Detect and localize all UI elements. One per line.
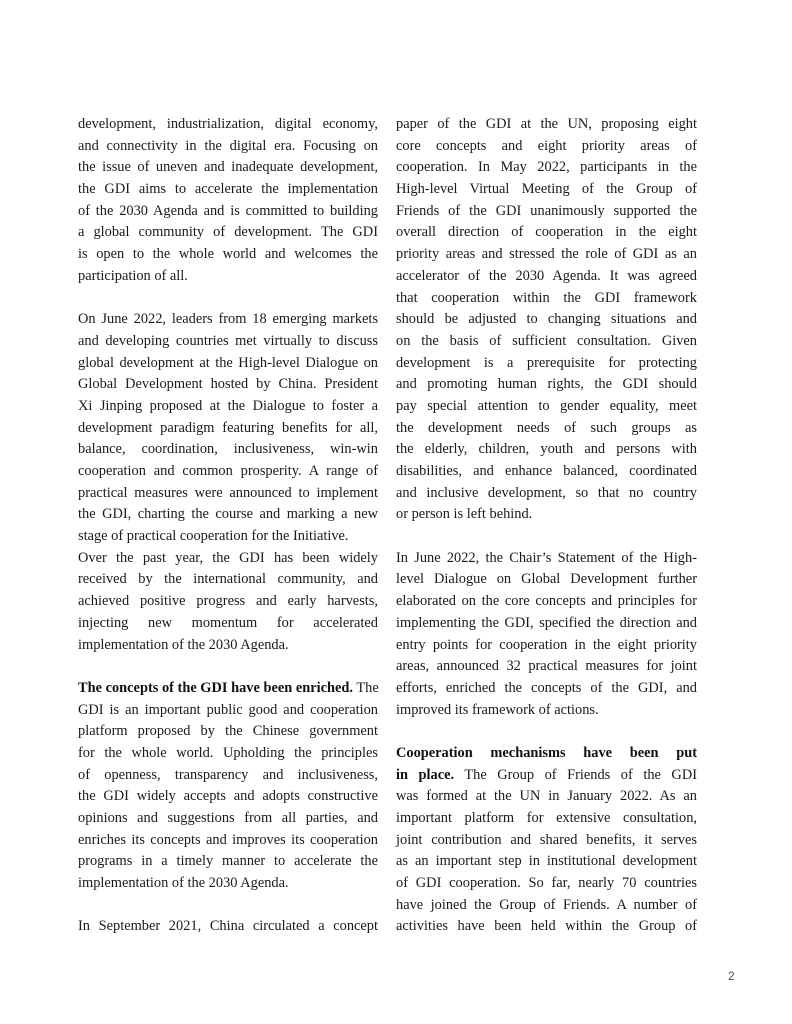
paragraph-gap <box>78 288 378 310</box>
text-line: participation of all. <box>78 267 188 284</box>
text-line: paper of the GDI at the UN, proposing eight <box>396 116 697 132</box>
paragraph-past-year <box>78 548 378 656</box>
text-line: GDI is an important public good and cooperation <box>78 701 378 718</box>
text-line: and developing countries met virtually to discuss <box>78 332 378 349</box>
text-line: core concepts and eight priority areas of <box>396 137 697 154</box>
text-line <box>78 678 378 700</box>
text-fragment: The Group of Friends of the GDI <box>454 766 698 783</box>
text-line: of GDI cooperation. So far, nearly 70 countries <box>396 875 697 892</box>
text-line: was formed at the UN in January 2022. As an <box>396 788 697 805</box>
text-line: development, industrialization, digital economy, <box>78 116 378 132</box>
text-line: stage of practical cooperation for the Initiative. <box>78 528 349 545</box>
text-line: platform proposed by the Chinese government <box>78 723 378 740</box>
text-line: of openness, transparency and inclusiveness, <box>78 766 378 783</box>
text-line: enriches its concepts and improves its cooperation <box>78 831 378 848</box>
section-heading-concepts-enriched: The concepts of the GDI have been enriched. <box>78 679 354 696</box>
text-line: the GDI widely accepts and adopts constructive <box>78 788 378 805</box>
text-line: In September 2021, China circulated a concept <box>78 918 378 935</box>
text-line: of the 2030 Agenda and is committed to building <box>78 202 378 219</box>
text-line: implementation of the 2030 Agenda. <box>78 636 289 653</box>
text-line: balance, coordination, inclusiveness, win-win <box>78 441 378 458</box>
text-line: Over the past year, the GDI has been widely <box>78 549 378 566</box>
text-line: implementing the GDI, specified the direction and <box>396 614 697 631</box>
paragraph-gap <box>78 895 378 917</box>
text-line: injecting new momentum for accelerated <box>78 614 378 631</box>
text-line: global development at the High-level Dialogue on <box>78 354 378 371</box>
text-line: Global Development hosted by China. President <box>78 376 378 393</box>
text-line <box>396 765 697 787</box>
text-line: or person is left behind. <box>396 506 533 523</box>
text-line: on the basis of sufficient consultation. Given <box>396 332 697 349</box>
text-line: disabilities, and enhance balanced, coordinated <box>396 463 697 479</box>
text-line: joint contribution and shared benefits, it serves <box>396 831 697 848</box>
text-line: elaborated on the core concepts and principles for <box>396 593 697 610</box>
section-heading-continuation: in place. <box>396 766 455 783</box>
paragraph-gap <box>396 526 697 548</box>
text-line: the development needs of such groups as <box>396 419 697 436</box>
text-line: development paradigm featuring benefits for all, <box>78 419 378 436</box>
text-line: implementation of the 2030 Agenda. <box>78 875 289 892</box>
text-line: practical measures were announced to implement <box>78 484 378 501</box>
section-heading-cooperation-mechanisms: Cooperation mechanisms have been put <box>396 744 697 761</box>
text-line: programs in a timely manner to accelerate the <box>78 853 378 870</box>
text-line: Xi Jinping proposed at the Dialogue to foster a <box>78 397 378 414</box>
text-line: cooperation. In May 2022, participants in the <box>396 159 697 176</box>
text-line: the issue of uneven and inadequate development, <box>78 159 378 176</box>
left-column <box>78 114 378 938</box>
text-line: Friends of the GDI unanimously supported the <box>396 202 697 219</box>
text-line: level Dialogue on Global Development further <box>396 571 697 588</box>
paragraph-gap <box>396 721 697 743</box>
text-line: cooperation and common prosperity. A range of <box>78 463 378 479</box>
text-line: improved its framework of actions. <box>396 701 599 718</box>
text-line: On June 2022, leaders from 18 emerging markets <box>78 311 378 328</box>
text-line: received by the international community, and <box>78 571 378 588</box>
paragraph-september-2021-continued <box>396 114 697 526</box>
text-line: for the whole world. Upholding the principles <box>78 744 378 761</box>
text-line: and promoting human rights, the GDI should <box>396 376 697 393</box>
text-line: important platform for extensive consultation, <box>396 810 697 826</box>
text-line: entry points for cooperation in the eight priority <box>396 636 697 653</box>
page-number: 2 <box>728 969 735 983</box>
text-fragment: The <box>353 679 379 696</box>
text-line: achieved positive progress and early harvests, <box>78 593 378 610</box>
text-line: the elderly, children, youth and persons with <box>396 441 697 458</box>
paragraph-gap <box>78 656 378 678</box>
paragraph-chairs-statement <box>396 548 697 722</box>
text-line: priority areas and stressed the role of GDI as an <box>396 246 697 263</box>
text-line: pay special attention to gender equality, meet <box>396 397 697 414</box>
text-line: and connectivity in the digital era. Focusing on <box>78 137 378 154</box>
text-line: activities have been held within the Group of <box>396 918 697 935</box>
text-line: areas, announced 32 practical measures for joint <box>396 658 697 675</box>
text-line: In June 2022, the Chair’s Statement of the High- <box>396 549 697 566</box>
text-line: accelerator of the 2030 Agenda. It was agreed <box>396 267 697 284</box>
text-line: that cooperation within the GDI framework <box>396 289 697 306</box>
paragraph-digital-development <box>78 114 378 288</box>
text-line: is open to the whole world and welcomes the <box>78 246 378 263</box>
right-column <box>396 114 697 938</box>
text-line: the GDI aims to accelerate the implementation <box>78 181 378 198</box>
text-line: High-level Virtual Meeting of the Group of <box>396 181 697 198</box>
text-line: and inclusive development, so that no country <box>396 484 697 501</box>
text-line: the GDI, charting the course and marking a new <box>78 506 378 523</box>
text-line: a global community of development. The GDI <box>78 224 378 241</box>
text-line: opinions and suggestions from all parties, and <box>78 810 378 826</box>
text-line: as an important step in institutional development <box>396 853 697 870</box>
text-line: overall direction of cooperation in the eight <box>396 224 697 241</box>
paragraph-concepts-enriched <box>78 678 378 895</box>
text-line: should be adjusted to changing situations and <box>396 311 697 328</box>
paragraph-june-2022-dialogue <box>78 309 378 548</box>
text-line: development is a prerequisite for protecting <box>396 354 697 371</box>
paragraph-cooperation-mechanisms <box>396 743 697 938</box>
paragraph-september-2021 <box>78 916 378 938</box>
text-line: efforts, enriched the concepts of the GDI, and <box>396 679 697 696</box>
text-line: have joined the Group of Friends. A number of <box>396 896 697 913</box>
